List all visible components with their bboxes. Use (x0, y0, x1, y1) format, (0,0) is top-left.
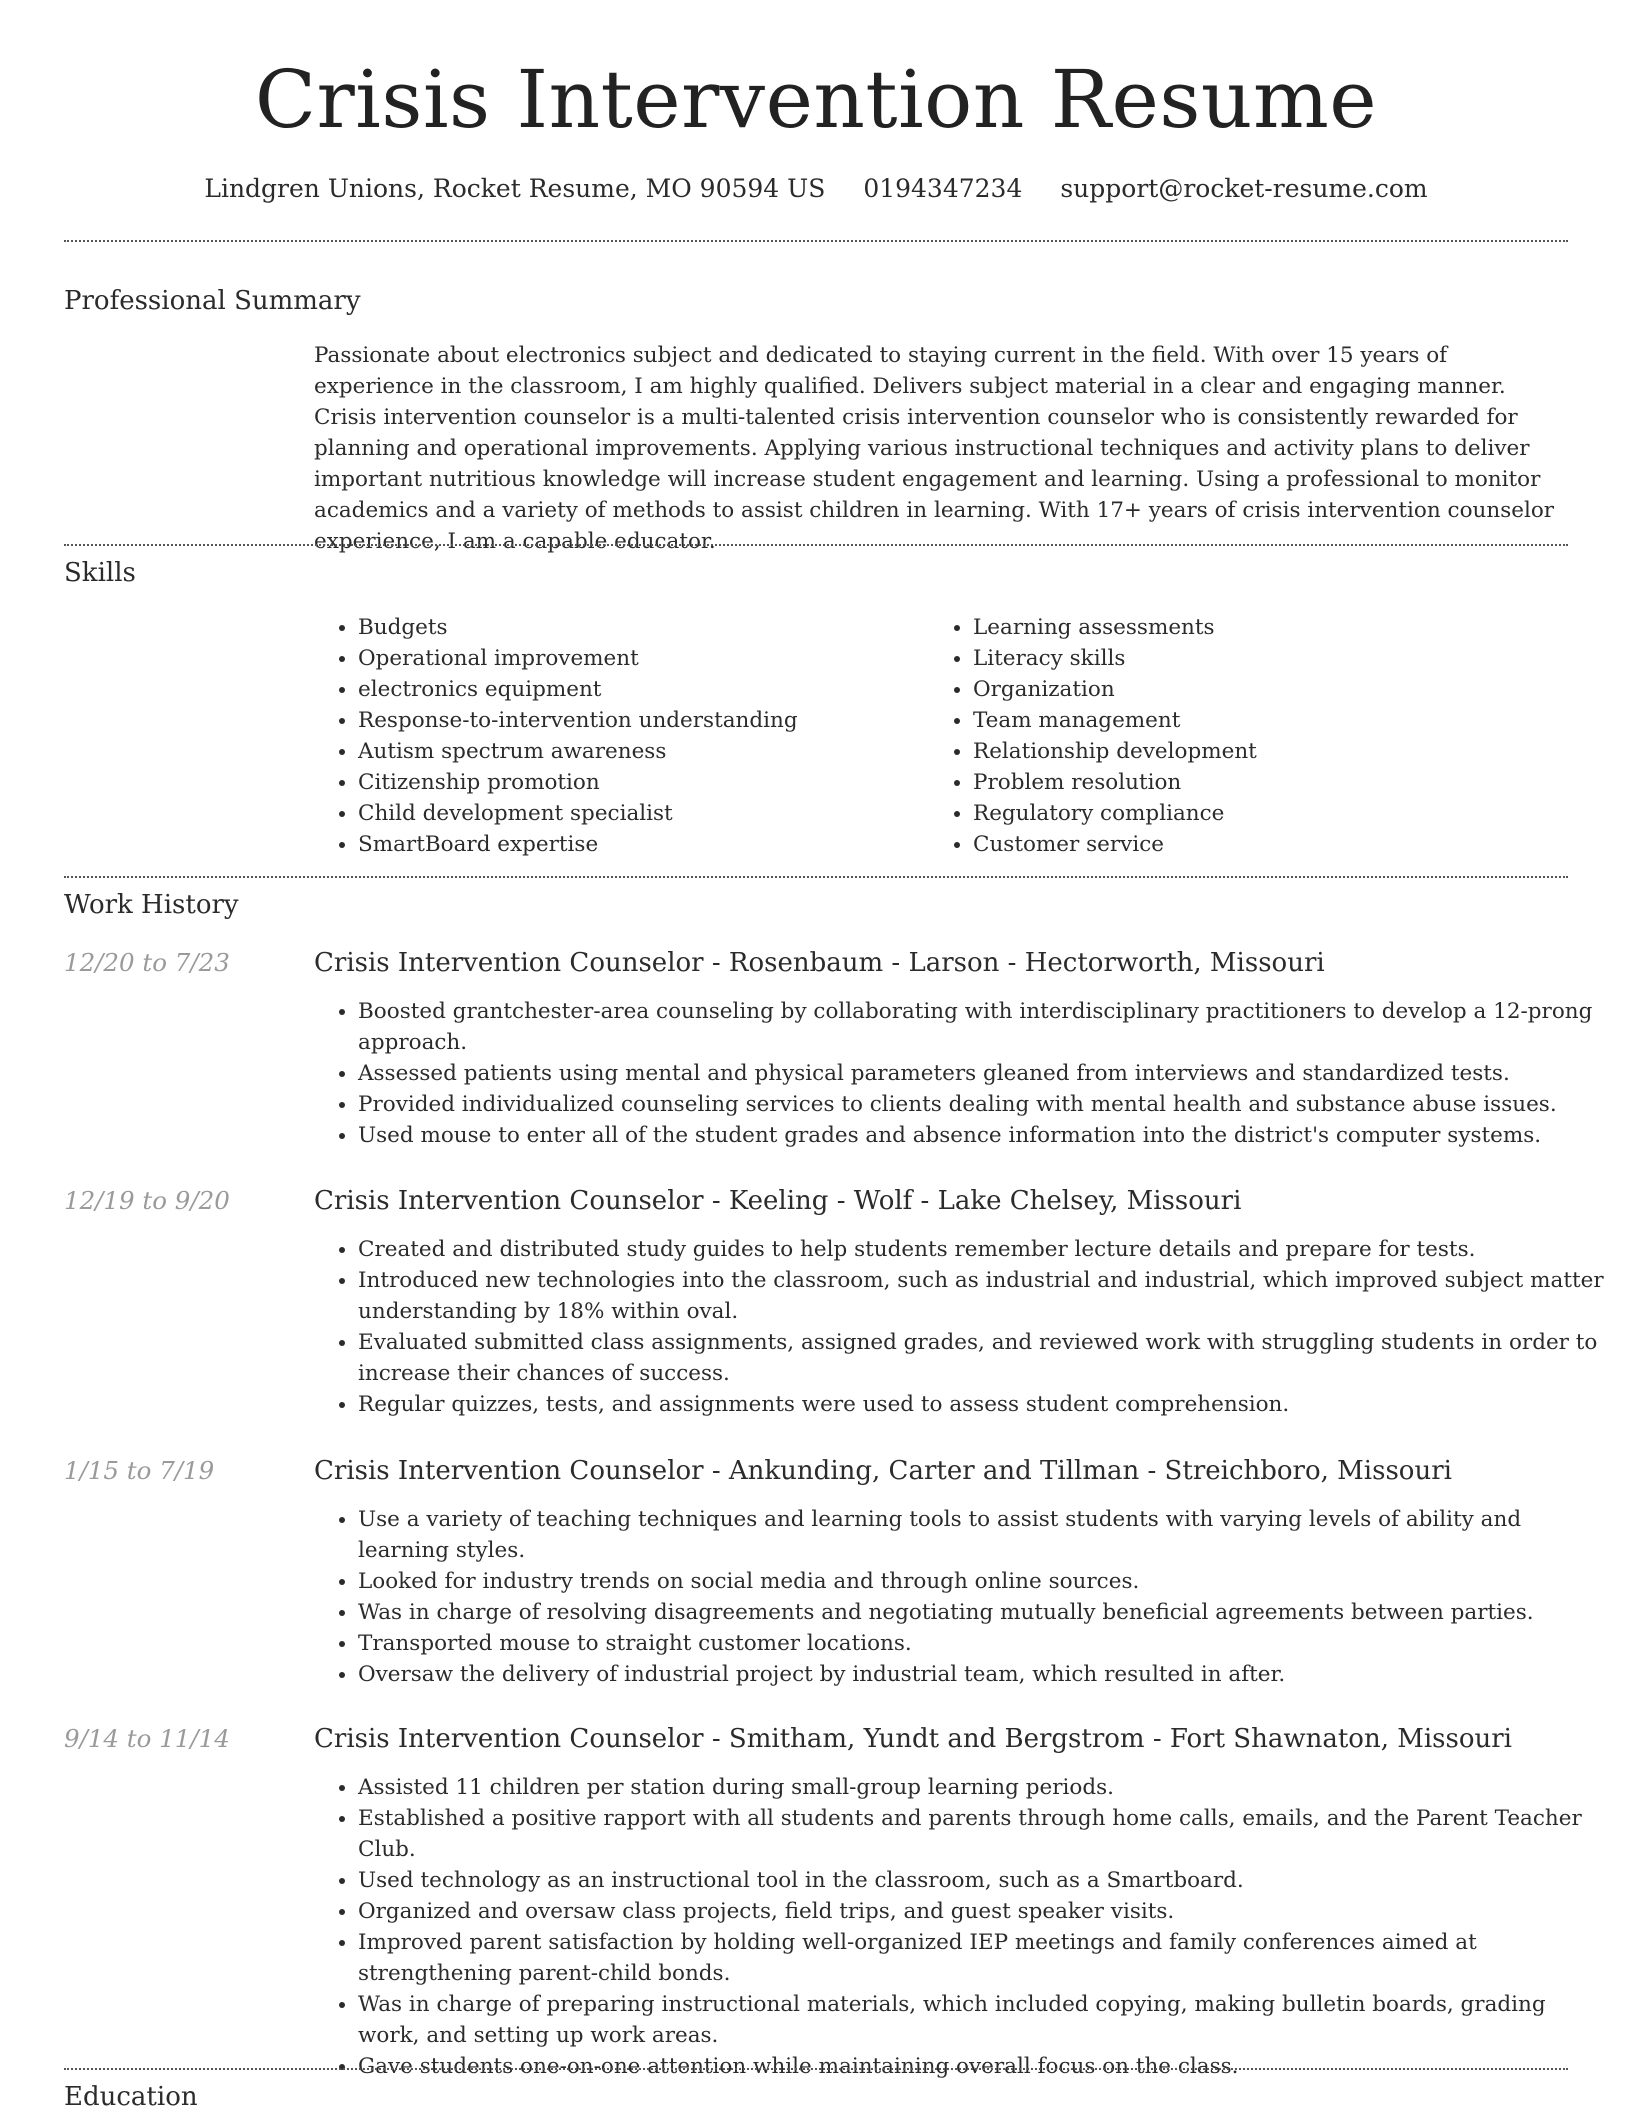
job-bullet-list (314, 1772, 1612, 2082)
job-bullet: • Looked for industry trends on social media and through online sources. (358, 1566, 1612, 1597)
skill-item: • Regulatory compliance (973, 798, 1573, 829)
skills-list-right (929, 612, 1573, 860)
skill-item: • Response-to-intervention understanding (358, 705, 918, 736)
skill-item: • Citizenship promotion (358, 767, 918, 798)
contact-email: support@rocket-resume.com (1060, 174, 1428, 203)
job-bullet: • Was in charge of preparing instructional materials, which included copying, making bulletin boards, grading work, and setting up work areas. (358, 1989, 1612, 2051)
skill-item: • Child development specialist (358, 798, 918, 829)
job-bullet: • Created and distributed study guides to help students remember lecture details and prepare for tests. (358, 1234, 1612, 1265)
job-dates: 12/19 to 9/20 (64, 1186, 230, 1215)
skill-item: • Organization (973, 674, 1573, 705)
job-bullet: • Use a variety of teaching techniques and learning tools to assist students with varying levels of ability and learning styles. (358, 1504, 1612, 1566)
job-dates: 12/20 to 7/23 (64, 948, 230, 977)
job-bullet: • Regular quizzes, tests, and assignments were used to assess student comprehension. (358, 1389, 1612, 1420)
job-bullet: • Gave students one-on-one attention while maintaining overall focus on the class. (358, 2051, 1612, 2082)
job-bullet: • Assisted 11 children per station during small-group learning periods. (358, 1772, 1612, 1803)
contact-address: Lindgren Unions, Rocket Resume, MO 90594 US (204, 174, 826, 203)
job-bullet: • Oversaw the delivery of industrial project by industrial team, which resulted in after. (358, 1659, 1612, 1690)
summary-text: Passionate about electronics subject and dedicated to staying current in the field. With over 15 years of experience in the classroom, I am highly qualified. Delivers subject material in a clear and engaging manner. Crisis intervention counselor is a multi-talented crisis intervention counselor who is consistently rewarded for planning and operational improvements. Applying various instructional techniques and activity plans to deliver important nutritious knowledge will increase student engagement and learning. Using a professional to monitor academics and a variety of methods to assist children in learning. With 17+ years of crisis intervention counselor experience, I am a capable educator. (314, 343, 1555, 554)
job-bullet-list (314, 1234, 1612, 1420)
contact-line (0, 170, 1632, 208)
skill-item: • Operational improvement (358, 643, 918, 674)
skills-heading: Skills (64, 558, 136, 588)
skill-item: • Learning assessments (973, 612, 1573, 643)
job-bullet: • Was in charge of resolving disagreements and negotiating mutually beneficial agreements between parties. (358, 1597, 1612, 1628)
job-bullet: • Provided individualized counseling services to clients dealing with mental health and substance abuse issues. (358, 1089, 1612, 1120)
job-title: Crisis Intervention Counselor - Rosenbaum - Larson - Hectorworth, Missouri (314, 948, 1325, 978)
skill-item: • Autism spectrum awareness (358, 736, 918, 767)
skill-item: • Relationship development (973, 736, 1573, 767)
job-bullet: • Organized and oversaw class projects, field trips, and guest speaker visits. (358, 1896, 1612, 1927)
job-bullet: • Evaluated submitted class assignments, assigned grades, and reviewed work with struggling students in order to increase their chances of success. (358, 1327, 1612, 1389)
divider-header (64, 240, 1568, 242)
job-bullet: • Introduced new technologies into the classroom, such as industrial and industrial, which improved subject matter understanding by 18% within oval. (358, 1265, 1612, 1327)
skill-item: • Team management (973, 705, 1573, 736)
job-bullet: • Improved parent satisfaction by holding well-organized IEP meetings and family conferences aimed at strengthening parent-child bonds. (358, 1927, 1612, 1989)
work-heading: Work History (64, 890, 239, 920)
page-title: Crisis Intervention Resume (254, 53, 1378, 146)
job-bullet: • Used technology as an instructional tool in the classroom, such as a Smartboard. (358, 1865, 1612, 1896)
skill-item: • Problem resolution (973, 767, 1573, 798)
job-bullet: • Assessed patients using mental and physical parameters gleaned from interviews and standardized tests. (358, 1058, 1612, 1089)
skill-item: • electronics equipment (358, 674, 918, 705)
divider-summary (64, 544, 1568, 546)
divider-work (64, 2068, 1568, 2070)
education-heading: Education (64, 2082, 198, 2112)
job-bullet: • Used mouse to enter all of the student grades and absence information into the district's computer systems. (358, 1120, 1612, 1151)
job-title: Crisis Intervention Counselor - Ankunding, Carter and Tillman - Streichboro, Missouri (314, 1456, 1452, 1486)
job-title: Crisis Intervention Counselor - Keeling - Wolf - Lake Chelsey, Missouri (314, 1186, 1242, 1216)
job-bullet-list (314, 996, 1612, 1151)
job-bullet: • Boosted grantchester-area counseling by collaborating with interdisciplinary practitioners to develop a 12-prong approach. (358, 996, 1612, 1058)
contact-phone: 0194347234 (863, 174, 1023, 203)
skill-item: • Customer service (973, 829, 1573, 860)
divider-skills (64, 876, 1568, 878)
job-bullet: • Established a positive rapport with all students and parents through home calls, emails, and the Parent Teacher Club. (358, 1803, 1612, 1865)
summary-heading: Professional Summary (64, 286, 361, 316)
skill-item: • SmartBoard expertise (358, 829, 918, 860)
job-bullet: • Transported mouse to straight customer locations. (358, 1628, 1612, 1659)
skill-item: • Literacy skills (973, 643, 1573, 674)
job-title: Crisis Intervention Counselor - Smitham, Yundt and Bergstrom - Fort Shawnaton, Missouri (314, 1724, 1512, 1754)
job-dates: 1/15 to 7/19 (64, 1456, 215, 1485)
skills-list-left (314, 612, 918, 860)
job-dates: 9/14 to 11/14 (64, 1724, 230, 1753)
skill-item: • Budgets (358, 612, 918, 643)
job-bullet-list (314, 1504, 1612, 1690)
